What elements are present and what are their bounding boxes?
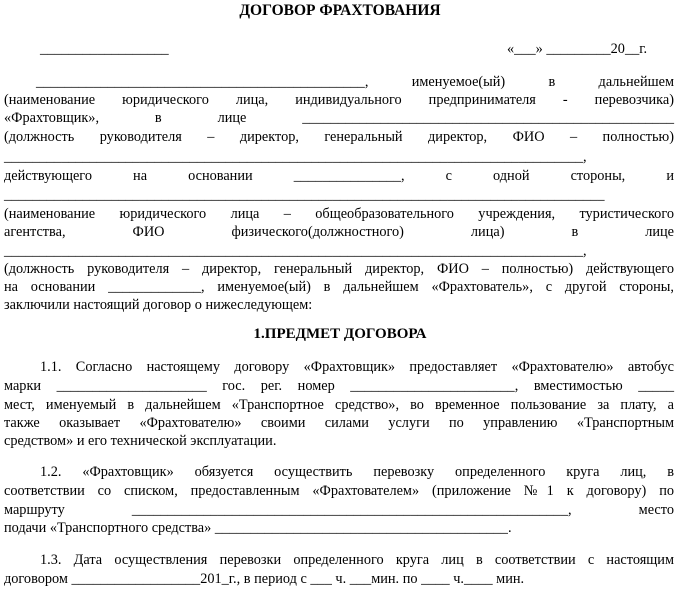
- intro-line: на основании _____________, именуемое(ый) в дальнейшем «Фрахтователь», с другой стороны,: [4, 279, 674, 295]
- paragraph-line: подачи «Транспортного средства» _________________________________________.: [4, 520, 512, 536]
- paragraph-line: маршруту _____________________________________________________________, место: [4, 502, 674, 518]
- paragraph-line: договором __________________201_г., в период с ___ ч. ___мин. по ____ ч.____ мин.: [4, 571, 525, 587]
- intro-line: (наименование юридического лица – общеобразовательного учреждения, туристического: [4, 206, 674, 222]
- intro-line: «Фрахтовщик», в лице ____________________________________________________: [4, 110, 674, 126]
- intro-line: ____________________________________________________________________________________: [4, 187, 605, 203]
- paragraph-line: средством» и его технической эксплуатации.: [4, 433, 277, 449]
- intro-line: _________________________________________________________________________________,: [4, 149, 587, 165]
- paragraph-line: 1.3. Дата осуществления перевозки определенного круга лиц в соответствии с настоящим: [40, 552, 674, 568]
- intro-line: (должность руководителя – директор, генеральный директор, ФИО – полностью) действующего: [4, 261, 674, 277]
- place-field: __________________: [40, 41, 169, 57]
- document-title: ДОГОВОР ФРАХТОВАНИЯ: [239, 2, 441, 19]
- intro-line: ______________________________________________, именуемое(ый) в дальнейшем: [36, 74, 674, 90]
- paragraph-line: 1.1. Согласно настоящему договору «Фрахтовщик» предоставляет «Фрахтователю» автобус: [40, 359, 674, 375]
- intro-line: агентства, ФИО физического(должностного) лица) в лице: [4, 224, 674, 240]
- date-field: «___» _________20__г.: [507, 41, 648, 57]
- paragraph-line: 1.2. «Фрахтовщик» обязуется осуществить перевозку определенного круга лиц, в: [40, 464, 674, 480]
- intro-line: действующего на основании _______________, с одной стороны, и: [4, 168, 674, 184]
- paragraph-line: соответствии со списком, предоставленным «Фрахтователем» (приложение №1 к договору) по: [4, 483, 674, 499]
- paragraph-line: марки _____________________ гос. рег. номер _______________________, вместимостью _____: [4, 378, 674, 394]
- intro-line: (должность руководителя – директор, генеральный директор, ФИО – полностью): [4, 129, 674, 145]
- intro-line: _________________________________________________________________________________,: [4, 243, 587, 259]
- paragraph-line: также оказывает «Фрахтователю» своими силами услуги по управлению «Транспортным: [4, 415, 674, 431]
- intro-line: заключили настоящий договор о нижеследующем:: [4, 297, 313, 313]
- intro-line: (наименование юридического лица, индивидуального предпринимателя - перевозчика): [4, 92, 674, 108]
- section-heading: 1.ПРЕДМЕТ ДОГОВОРА: [253, 326, 427, 342]
- paragraph-line: мест, именуемый в дальнейшем «Транспортное средство», во временное пользование за плату, а: [4, 397, 674, 413]
